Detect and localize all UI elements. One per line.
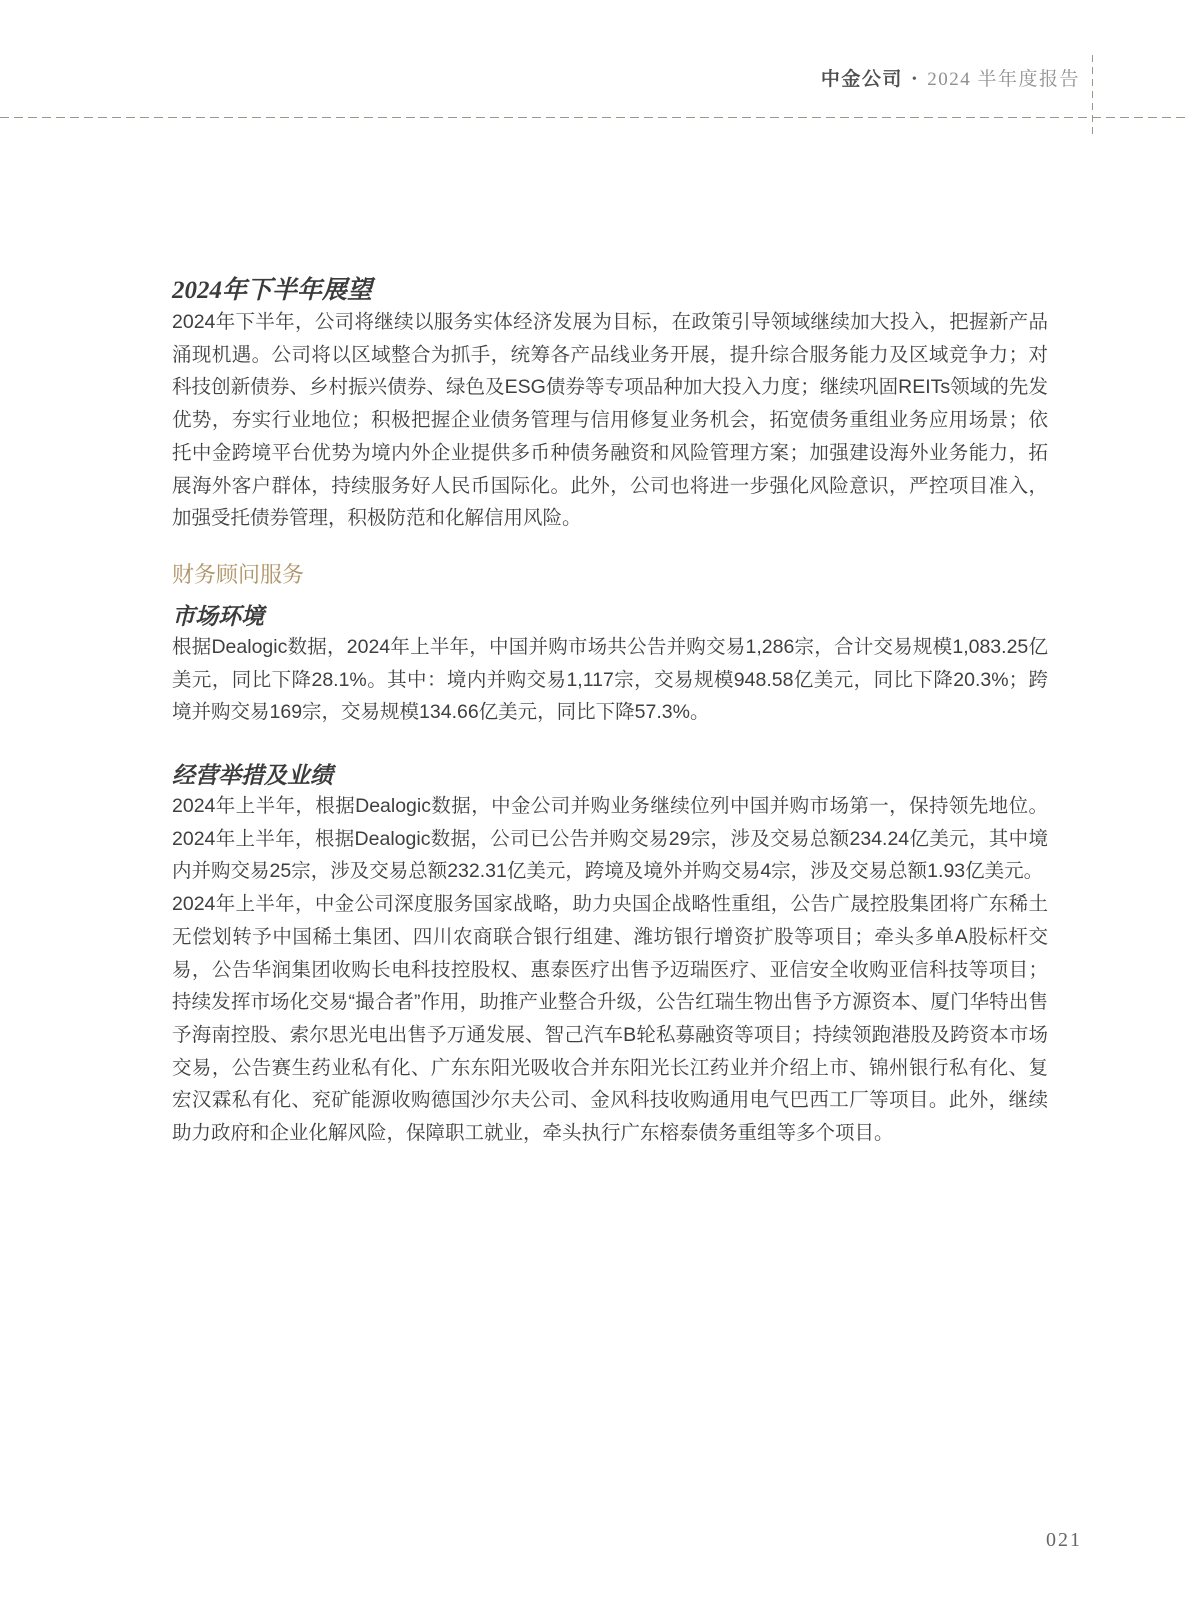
market-environment-heading: 市场环境: [172, 603, 264, 629]
operations-paragraph-1: 2024年上半年，根据Dealogic数据，中金公司并购业务继续位列中国并购市场第一，保持领先地位。2024年上半年，根据Dealogic数据，公司已公告并购交易29宗，涉及交易总额234.24亿美元，其中境内并购交易25宗，涉及交易总额232.31亿美元，跨境及境外并购交易4宗，涉及交易总额1.93亿美元。: [172, 795, 1048, 883]
operations-paragraph-2: 2024年上半年，中金公司深度服务国家战略，助力央国企战略性重组，公告广晟控股集团将广东稀土无偿划转予中国稀土集团、四川农商联合银行组建、潍坊银行增资扩股等项目；牵头多单A股标杆交易，公告华润集团收购长电科技控股权、惠泰医疗出售予迈瑞医疗、亚信安全收购亚信科技等项目；持续发挥市场化交易“撮合者”作用，助推产业整合升级，公告红瑞生物出售予方源资本、厦门华特出售予海南控股、索尔思光电出售予万通发展、智己汽车B轮私募融资等项目；持续领跑港股及跨资本市场交易，公告赛生药业私有化、广东东阳光吸收合并东阳光长江药业并介绍上市、锦州银行私有化、复宏汉霖私有化、兖矿能源收购德国沙尔夫公司、金风科技收购通用电气巴西工厂等项目。此外，继续助力政府和企业化解风险，保障职工就业，牵头执行广东榕泰债务重组等多个项目。: [172, 893, 1048, 1145]
market-environment-paragraph: 根据Dealogic数据，2024年上半年，中国并购市场共公告并购交易1,286宗，合计交易规模1,083.25亿美元，同比下降28.1%。其中：境内并购交易1,117宗，交易规模948.58亿美元，同比下降20.3%；跨境并购交易169宗，交易规模134.66亿美元，同比下降57.3%。: [172, 635, 1048, 724]
outlook-section-heading: 2024年下半年展望: [172, 277, 373, 304]
header-bullet-separator: •: [911, 72, 919, 87]
page-number: 021: [1046, 1529, 1082, 1551]
content-column: [172, 0, 1048, 1150]
header-company-name: 中金公司: [820, 69, 903, 90]
financial-advisory-section-heading: 财务顾问服务: [172, 561, 305, 587]
outlook-paragraph: 2024年下半年，公司将继续以服务实体经济发展为目标，在政策引导领域继续加大投入，把握新产品涌现机遇。公司将以区域整合为抓手，统筹各产品线业务开展，提升综合服务能力及区域竞争力；对科技创新债券、乡村振兴债券、绿色及ESG债券等专项品种加大投入力度；继续巩固REITs领域的先发优势，夯实行业地位；积极把握企业债务管理与信用修复业务机会，拓宽债务重组业务应用场景；依托中金跨境平台优势为境内外企业提供多币种债务融资和风险管理方案；加强建设海外业务能力，拓展海外客户群体，持续服务好人民币国际化。此外，公司也将进一步强化风险意识，严控项目准入，加强受托债券管理，积极防范和化解信用风险。: [172, 311, 1048, 530]
header-vertical-dashed-line: [1092, 55, 1093, 137]
operations-results-heading: 经营举措及业绩: [172, 763, 333, 789]
header-report-title: 2024 半年度报告: [927, 69, 1080, 90]
